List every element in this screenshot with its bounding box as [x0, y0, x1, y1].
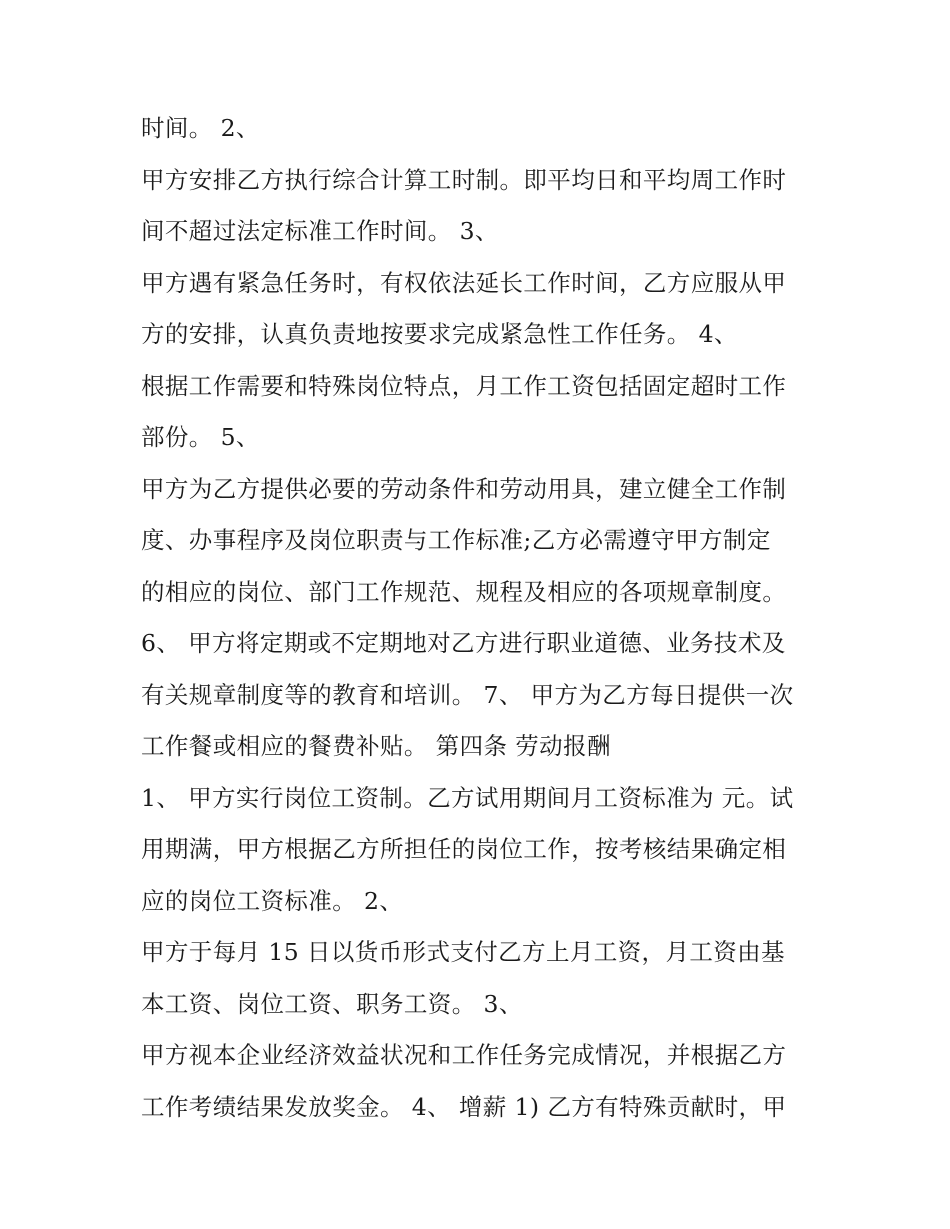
text-line: 甲方为乙方提供必要的劳动条件和劳动用具，建立健全工作制: [141, 475, 787, 503]
text-line: 时间。 2、: [141, 114, 260, 142]
text-line: 甲方遇有紧急任务时，有权依法延长工作时间，乙方应服从甲: [141, 269, 787, 297]
text-line: 甲方安排乙方执行综合计算工时制。即平均日和平均周工作时: [141, 166, 787, 194]
text-line: 1、 甲方实行岗位工资制。乙方试用期间月工资标准为 元。试: [141, 784, 794, 812]
text-line: 6、 甲方将定期或不定期地对乙方进行职业道德、业务技术及: [141, 629, 786, 657]
text-line: 工作考绩结果发放奖金。 4、 增薪 1) 乙方有特殊贡献时，甲: [141, 1093, 787, 1121]
text-line: 应的岗位工资标准。 2、: [141, 887, 404, 915]
text-line: 工作餐或相应的餐费补贴。 第四条 劳动报酬: [141, 732, 611, 760]
text-line: 根据工作需要和特殊岗位特点，月工作工资包括固定超时工作: [141, 372, 787, 400]
text-line: 用期满，甲方根据乙方所担任的岗位工作，按考核结果确定相: [141, 835, 787, 863]
text-line: 本工资、岗位工资、职务工资。 3、: [141, 990, 523, 1018]
text-line: 的相应的岗位、部门工作规范、规程及相应的各项规章制度。: [141, 578, 787, 606]
text-line: 度、办事程序及岗位职责与工作标准;乙方必需遵守甲方制定: [141, 526, 771, 554]
text-line: 部份。 5、: [141, 423, 260, 451]
text-line: 方的安排，认真负责地按要求完成紧急性工作任务。 4、: [141, 320, 738, 348]
text-line: 甲方于每月 15 日以货币形式支付乙方上月工资，月工资由基: [141, 938, 785, 966]
text-line: 甲方视本企业经济效益状况和工作任务完成情况，并根据乙方: [141, 1041, 787, 1069]
text-line: 有关规章制度等的教育和培训。 7、 甲方为乙方每日提供一次: [141, 681, 794, 709]
text-line: 间不超过法定标准工作时间。 3、: [141, 217, 499, 245]
